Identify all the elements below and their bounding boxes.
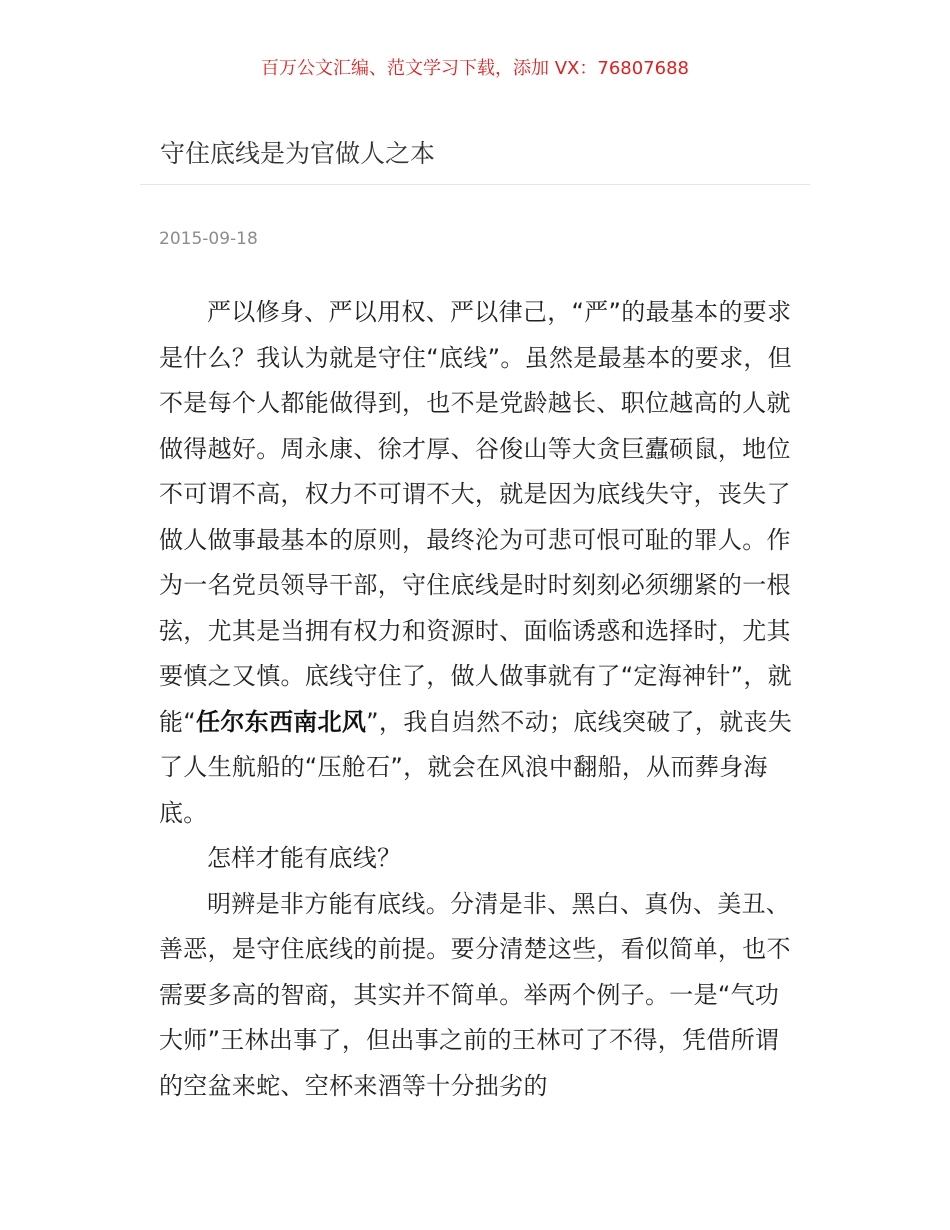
article-body <box>159 290 794 1109</box>
watermark-banner: 百万公文汇编、范文学习下载，添加 VX：76807688 <box>261 58 689 79</box>
paragraph-2: 怎样才能有底线？ <box>207 844 402 872</box>
paragraph-1-text-a: 严以修身、严以用权、严以律己，“严”的最基本的要求是什么？我认为就是守住“底线”。虽然是最基本的要求，但不是每个人都能做得到，也不是党龄越长、职位越高的人就做得越好。周永康、徐才厚、谷俊山等大贪巨蠹硕鼠，地位不可谓不高，权力不可谓不大，就是因为底线失守，丧失了做人做事最基本的原则，最终沦为可悲可恨可耻的罪人。作为一名党员领导干部，守住底线是时时刻刻必须绷紧的一根弦，尤其是当拥有权力和资源时、面临诱惑和选择时，尤其要慎之又慎。底线守住了，做人做事就有了“定海神针”，就能“ <box>159 298 792 736</box>
paragraph-1-highlight: 任尔东西南北风 <box>196 707 367 736</box>
title-divider <box>140 184 810 185</box>
paragraph-3: 明辨是非方能有底线。分清是非、黑白、真伪、美丑、善恶，是守住底线的前提。要分清楚这些，看似简单，也不需要多高的智商，其实并不简单。举两个例子。一是“气功大师”王林出事了，但出事之前的王林可了不得，凭借所谓的空盆来蛇、空杯来酒等十分拙劣的 <box>159 889 791 1100</box>
article-title: 守住底线是为官做人之本 <box>160 139 436 168</box>
publish-date: 2015-09-18 <box>159 229 258 249</box>
paragraph-1-text-b: ”，我自岿然不动；底线突破了，就丧失了人生航船的“压舱石”，就会在风浪中翻船，从而葬身海底。 <box>159 707 792 827</box>
paragraph-1 <box>159 290 794 836</box>
